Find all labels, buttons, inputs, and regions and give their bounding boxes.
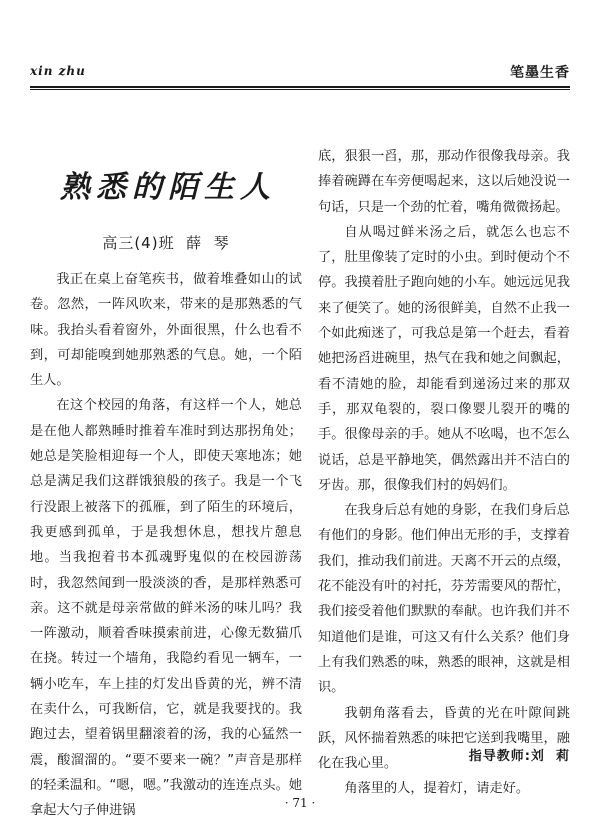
header-section-title: 笔墨生香 bbox=[510, 65, 570, 81]
article-title: 熟悉的陌生人 bbox=[60, 170, 276, 205]
right-column bbox=[318, 144, 570, 802]
advisor-credit: 指导教师:刘 莉 bbox=[468, 749, 570, 764]
paragraph: 在这个校园的角落，有这样一个人，她总是在他人都熟睡时推着车准时到达那拐角处；她总是笑脸相迎每一个人，即使天寒地冻；她总是满足我们这群饿狼般的孩子。我是一个飞行没跟上被落下的孤雁，到了陌生的环境后，我更感到孤单，于是我想休息，想找片憩息地。当我抱着书本孤魂野鬼似的在校园游荡时，我忽然闻到一股淡淡的香，是那样熟悉可亲。这不就是母亲常做的鲜米汤的味儿吗？我一阵激动，顺着香味摸索前进，心像无数猫爪在挠。转过一个墙角，我隐约看见一辆车，一辆小吃车，车上挂的灯发出昏黄的光，辨不清在卖什么，可我断信，它，就是我要找的。我跑过去，望着锅里翻滚着的汤，我的心猛然一震，酸溜溜的。“要不要来一碗？”声音是那样的轻柔温和。“嗯，嗯。”我激动的连连点头。她拿起大勺子伸进锅 bbox=[30, 398, 302, 819]
paragraph: 我正在桌上奋笔疾书，做着堆叠如山的试卷。忽然，一阵风吹来，带来的是那熟悉的气味。我抬头看着窗外，外面很黑，什么也看不到，可却能嗅到她那熟悉的气息。她，一个陌生人。 bbox=[30, 272, 302, 389]
header-rule-thin bbox=[30, 89, 570, 90]
header-rule bbox=[30, 86, 570, 88]
paragraph: 我朝角落看去，昏黄的光在叶隙间跳跃，风怀揣着熟悉的味把它送到我嘴里，融化在我心里。 bbox=[318, 705, 570, 772]
left-column bbox=[30, 267, 302, 824]
paragraph: 在我身后总有她的身影，在我们身后总有他们的身影。他们伸出无形的手，支撑着我们，推动我们前进。天离不开云的点缀，花不能没有叶的衬托，芬芳需要风的帮忙，我们接受着他们默默的奉献。也许我们并不知道他们是谁，可这又有什么关系？他们身上有我们熟悉的味，熟悉的眼神，这就是相识。 bbox=[318, 503, 570, 696]
page-number: · 71 · bbox=[284, 796, 316, 810]
article-author: 高三(4)班 薛 琴 bbox=[102, 234, 230, 252]
paragraph: 自从喝过鲜米汤之后，就怎么也忘不了，肚里像装了定时的小虫。到时便动个不停。我摸着肚子跑向她的小车。她远远见我来了便笑了。她的汤很鲜美，自然不止我一个如此痴迷了，可我总是第一个赶去，看着她把汤舀进碗里，热气在我和她之间飘起，看不清她的脸，却能看到递汤过来的那双手，那双龟裂的，裂口像婴儿裂开的嘴的手。很像母亲的手。她从不吆喝，也不怎么说话，总是平静地笑，偶然露出并不洁白的牙齿。那，很像我们村的妈妈们。 bbox=[318, 224, 570, 493]
header-pinyin: xin zhu bbox=[30, 64, 86, 78]
running-header bbox=[30, 62, 570, 84]
paragraph: 角落里的人，提着灯，请走好。 bbox=[344, 781, 530, 797]
paragraph: 底，狠狠一舀，那，那动作很像我母亲。我捧着碗蹲在车旁便喝起来，这以后她没说一句话，只是一个劲的忙着，嘴角微微扬起。 bbox=[318, 149, 570, 215]
